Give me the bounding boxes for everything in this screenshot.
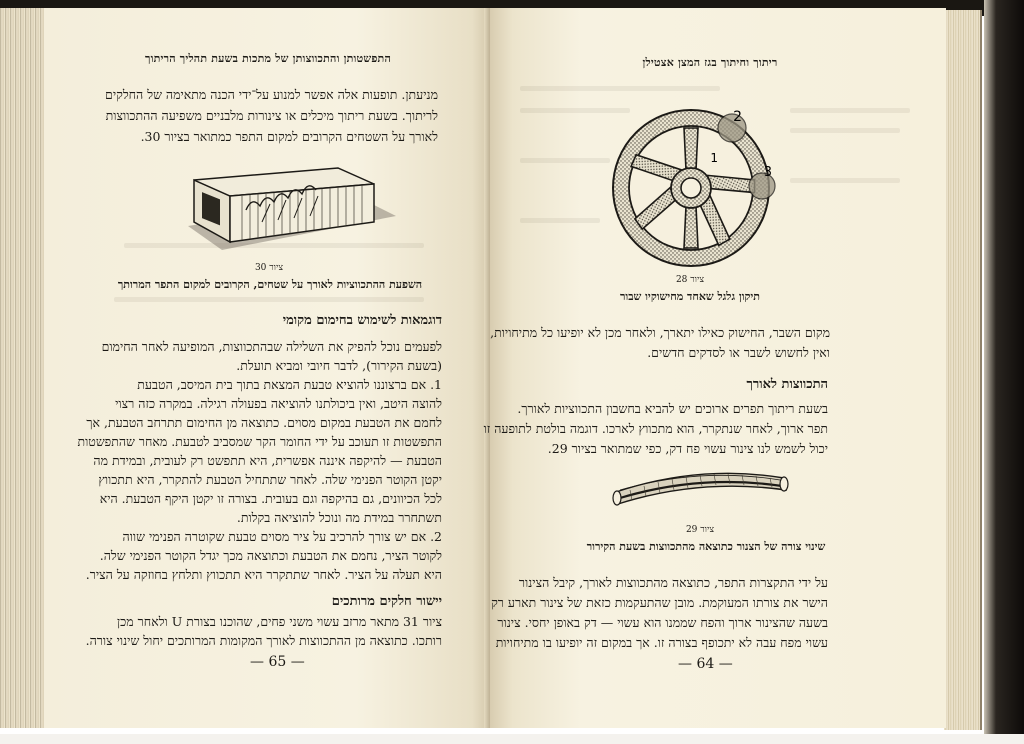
left-body-line: לחמם את הטבעת במקום מסוים. כתוצאה מן החימום תתרחב הטבעת, אך [86, 415, 442, 430]
left-body-line: לקוטר הציר, נחמם את הטבעת וכתוצאה מכך יגדל הקוטר הפנימי שלה. [99, 548, 442, 563]
left-body-line: יקטן הקוטר הפנימי שלה. לאחר שתתחיל הטבעת להתקרר, היא תתכווץ [98, 472, 442, 487]
right-page-number: — 64 — [678, 656, 733, 672]
figure-28-label: ציור 28 [675, 275, 705, 285]
left-body-line: רותכו. כתוצאה מן ההתכווצות לאורך המקומות המרותכים יחול שינוי צורה. [85, 633, 442, 648]
scanner-right-edge [984, 0, 1024, 744]
bleed-through-shadow [790, 108, 910, 113]
scanner-bottom-margin [0, 734, 1024, 744]
figure-28-caption: תיקון גלגל שאחד מחישוקיו שבור [619, 290, 761, 303]
bleed-through-shadow [790, 128, 900, 133]
bleed-through-shadow [520, 218, 600, 223]
figure-29-label: ציור 29 [685, 525, 715, 535]
left-intro-line: לאורך על השטחים הקרובים למקום התפר כמתואר בציור 30. [140, 129, 438, 144]
left-section-heading-straightening: יישור חלקים מרותכים [331, 594, 442, 609]
right-body-line: מקום השבר, החישוק כאילו יתארך, ולאחר מכן לא יופיעו כל מתיחויות, [490, 325, 830, 340]
left-body-line: 2. אם יש צורך להרכיב על ציר מסוים טבעת שקוטרה הפנימי שווה [122, 529, 442, 544]
left-page-number: — 65 — [250, 654, 305, 670]
left-body-line: הטבעת — להיקפה איננה אפשרית, היא תתפשט רק לעובית, ובמידת מה [93, 453, 442, 468]
right-body-line: יכול לשמש לנו צינור עשוי פח דק, כפי שמתואר בציור 29. [547, 441, 828, 456]
right-body-line: על ידי התקצרות התפר, כתוצאה מהתכווצות לאורך, קיבל הצינור [518, 575, 828, 590]
right-body-line: בשעת ריתוך תפרים ארוכים יש להביא בחשבון התכווציות לאורך. [517, 401, 828, 416]
right-body-line: בשעה שהצינור ארוך והפח שממנו הוא עשוי — דק באופן יחסי. צינור [497, 615, 828, 630]
left-body-line: להוצה היטב, ואין ביכולתנו להוציאה בפעולה רגילה. במקרה כזה רצוי [115, 396, 442, 411]
wheel-marker-2: 2 [733, 109, 742, 125]
wheel-marker-3: 3 [763, 165, 772, 180]
left-intro-line: לריתוך. בשעת ריתוך מיכלים או צינורות מלבניים משפיעה ההתכווצות [105, 108, 438, 123]
left-body-line: 1. אם ברצוננו להוציא טבעת המצאת בתוך בית המיסב, הטבעת [137, 377, 442, 392]
bleed-through-shadow [520, 158, 610, 163]
right-page-stack-edges [944, 10, 982, 730]
bleed-through-shadow [520, 86, 720, 91]
figure-30-label: ציור 30 [254, 263, 284, 273]
figure-30-welded-box-drawing [182, 164, 400, 254]
left-body-line: ציור 31 מתאר מרזב עשוי משני פחים, שהוכנו בצורת U ולאחר מכן [116, 614, 442, 629]
right-body-line: תפר ארוך, לאחר שנתקרר, הוא מתכווץ לארכו. דוגמה בולטת לתופעה זו [483, 421, 828, 436]
figure-30-caption: השפעת ההתכווציות לאורך על שטחים, הקרובים למקום התפר המרותך [117, 278, 423, 291]
right-body-line: עשוי מפח עבה לא יתכופף בצורה זו. אך במקום זה יופיעו בו מתיחויות [495, 635, 828, 650]
bleed-through-shadow [114, 297, 424, 302]
left-section-heading-local-heating: דוגמאות לשימוש בחימום מקומי [282, 313, 442, 328]
figure-29-bent-pipe-drawing [610, 464, 790, 512]
left-running-head: התפשטותן והתכווצותן של מתכות בשעת תהליך הריתוך [145, 52, 391, 65]
left-page [44, 8, 490, 728]
left-body-line: (בשעת הקירור), לדבר חיובי ומביא תועלת. [236, 358, 442, 373]
left-body-line: לפעמים נוכל להפיק את השלילה שבהתכווצות, המופיעה לאחר החימום [101, 339, 442, 354]
left-body-line: לכל הכיוונים, גם בהיקפה וגם בעובית. בצורה זו יקטן היקף הטבעת. היא [99, 491, 442, 506]
right-section-heading-longitudinal: התכווצות לאורך [746, 377, 828, 392]
right-body-line: הישר את צורתו המעוקמת. מובן שהתעקמות כזאת של צינור תארע רק [491, 595, 828, 610]
left-body-line: תשתחרר במידת מה ונוכל להוציאה בקלות. [236, 510, 442, 525]
bleed-through-shadow [124, 243, 424, 248]
right-body-line: ואין לחשוש לשבר או לסדקים חדשים. [647, 345, 830, 360]
figure-29-caption: שינוי צורה של הצנור כתוצאה מהתכווצות בשעת הקירור [586, 540, 826, 553]
left-body-line: היא תעלה על הציר. לאחר שתתקרר היא תתכווץ ותלחץ בחוזקה על הציר. [85, 567, 442, 582]
right-running-head: ריתוך וחיתוך בגז המצן אצטילן [642, 56, 778, 69]
wheel-marker-1: 1 [710, 151, 718, 165]
left-intro-line: מניעתן. תופעות אלה אפשר למנוע על־ידי הכנה מתאימה של החלקים [105, 87, 438, 102]
figure-28-wheel-drawing [608, 104, 784, 268]
left-page-stack-edges [0, 8, 48, 728]
left-body-line: התפשטות זו תעוכב על ידי החומר הקר שמסביב לטבעת. מאחר שהתפשטות [77, 434, 442, 449]
bleed-through-shadow [790, 178, 900, 183]
right-page [483, 8, 946, 728]
